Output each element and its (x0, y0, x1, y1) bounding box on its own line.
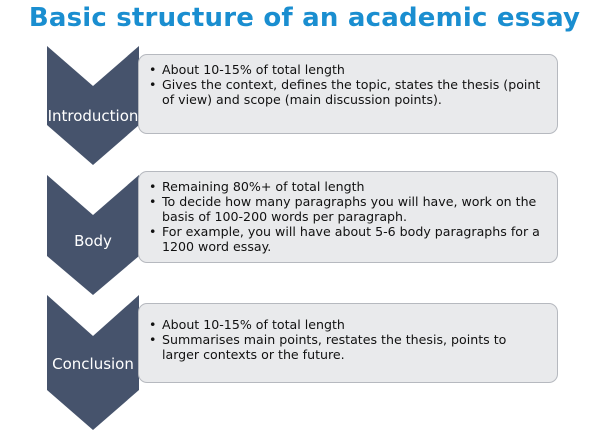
body-label: Body (74, 232, 112, 250)
body-bullet: • To decide how many paragraphs you will have, work on the basis of 100-200 words per paragraph. (149, 194, 547, 224)
introduction-chevron-shape (47, 46, 139, 165)
introduction-bullet-list (149, 62, 547, 107)
conclusion-bullet-list (149, 317, 547, 362)
introduction-bullet: • About 10-15% of total length (149, 62, 547, 77)
body-bullet: • Remaining 80%+ of total length (149, 179, 547, 194)
diagram-title: Basic structure of an academic essay (28, 3, 581, 33)
conclusion-bullet: • Summarises main points, restates the thesis, points to larger contexts or the future. (149, 332, 547, 362)
introduction-box (138, 54, 558, 134)
body-box (138, 171, 558, 263)
introduction-label: Introduction (47, 107, 139, 125)
conclusion-box (138, 303, 558, 383)
conclusion-bullet: • About 10-15% of total length (149, 317, 547, 332)
introduction-bullet: • Gives the context, defines the topic, states the thesis (point of view) and scope (main discussion points). (149, 77, 547, 107)
body-bullet: • For example, you will have about 5-6 body paragraphs for a 1200 word essay. (149, 224, 547, 254)
conclusion-label: Conclusion (52, 355, 134, 373)
body-bullet-list (149, 179, 547, 254)
